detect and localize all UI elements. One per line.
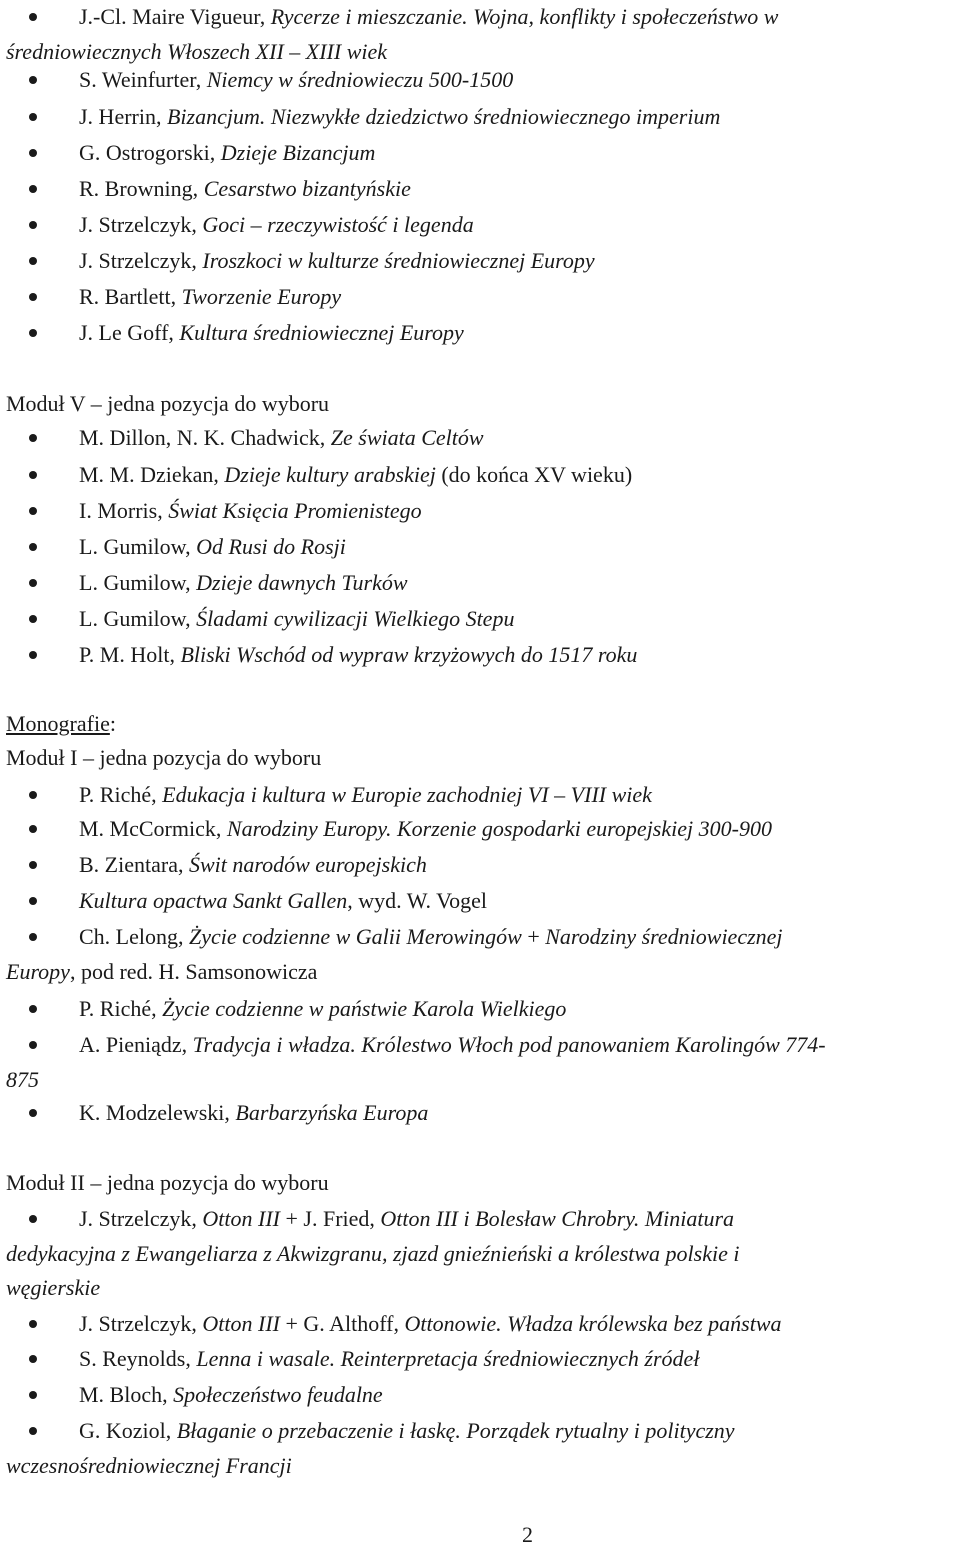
- entry-title: węgierskie: [6, 1275, 101, 1300]
- entry-line: [6, 458, 954, 493]
- bibliography-entry: [6, 316, 954, 351]
- entry-author: L. Gumilow,: [79, 570, 197, 595]
- entry-author: M. McCormick,: [79, 816, 227, 841]
- bibliography-entry: [6, 602, 954, 637]
- bibliography-entry: [6, 1414, 954, 1483]
- entry-title: Społeczeństwo feudalne: [173, 1382, 383, 1407]
- entry-line: [6, 848, 954, 883]
- bibliography-entry: [6, 1028, 954, 1097]
- entry-line: [6, 530, 954, 565]
- bibliography-entry: [6, 494, 954, 529]
- entry-line: [6, 638, 954, 673]
- entry-author: (do końca XV wieku): [435, 462, 633, 487]
- entry-author: G. Ostrogorski,: [79, 140, 221, 165]
- entry-line: [6, 884, 954, 919]
- entry-title: Życie codzienne w państwie Karola Wielkiego: [162, 996, 567, 1021]
- entry-title: Ze świata Celtów: [330, 425, 484, 450]
- entry-title: dedykacyjna z Ewangeliarza z Akwizgranu, zjazd gnieźnieński a królestwa polskie i: [6, 1240, 740, 1266]
- entry-author: P. Riché,: [79, 782, 163, 807]
- bibliography-entry: [6, 566, 954, 601]
- entry-title: Świat Księcia Promienistego: [168, 498, 422, 523]
- entry-line: [6, 1028, 954, 1063]
- entry-author: R. Bartlett,: [79, 284, 182, 309]
- entry-title: Kultura średniowiecznej Europy: [179, 320, 464, 345]
- entry-line: [6, 244, 954, 279]
- entry-continuation-line: [6, 1237, 954, 1272]
- entry-line: [6, 566, 954, 601]
- entry-author: J. Strzelczyk,: [79, 1206, 203, 1231]
- entry-author: , pod red. H. Samsonowicza: [69, 958, 318, 984]
- entry-continuation-line: [6, 1271, 954, 1306]
- entry-line: [6, 63, 954, 98]
- entry-author: K. Modzelewski,: [79, 1100, 236, 1125]
- entry-author: , wyd. W. Vogel: [347, 888, 488, 913]
- entry-author: M. Dillon, N. K. Chadwick,: [79, 425, 331, 450]
- entry-author: +: [521, 924, 546, 949]
- entry-author: I. Morris,: [79, 498, 169, 523]
- monografie-label: Monografie: [6, 711, 110, 736]
- entry-line: [6, 920, 954, 955]
- entry-title: Europy: [6, 958, 70, 984]
- entry-line: [6, 316, 954, 351]
- bibliography-entry: [6, 172, 954, 207]
- bibliography-entry: [6, 920, 954, 989]
- entry-line: [6, 992, 954, 1027]
- entry-title: Lenna i wasale. Reinterpretacja średniowiecznych źródeł: [196, 1346, 700, 1371]
- entry-line: [6, 208, 954, 243]
- entry-author: + J. Fried,: [280, 1206, 381, 1231]
- entry-line: [6, 602, 954, 637]
- entry-line: [6, 136, 954, 171]
- bibliography-entry: [6, 208, 954, 243]
- entry-line: [6, 1378, 954, 1413]
- bibliography-entry: [6, 638, 954, 673]
- bibliography-entry: [6, 778, 954, 813]
- entry-author: M. Bloch,: [79, 1382, 174, 1407]
- page-number: 2: [522, 1522, 533, 1547]
- bibliography-entry: [6, 280, 954, 315]
- bibliography-entry: [6, 100, 954, 135]
- entry-author: J. Le Goff,: [79, 320, 180, 345]
- bibliography-entry: [6, 1307, 954, 1342]
- entry-line: [6, 0, 954, 35]
- entry-title: Edukacja i kultura w Europie zachodniej VI – VIII wiek: [162, 782, 652, 807]
- entry-continuation-line: [6, 1449, 954, 1484]
- entry-title: Dzieje dawnych Turków: [196, 570, 408, 595]
- entry-title: Tworzenie Europy: [181, 284, 342, 309]
- entry-title: Śladami cywilizacji Wielkiego Stepu: [196, 606, 515, 631]
- bibliography-entry: [6, 63, 954, 98]
- bibliography-entry: [6, 421, 954, 456]
- entry-title: Rycerze i mieszczanie. Wojna, konflikty i społeczeństwo w: [270, 4, 779, 29]
- bibliography-entry: [6, 136, 954, 171]
- entry-line: [6, 1096, 954, 1131]
- entry-line: [6, 1414, 954, 1449]
- entry-title: Tradycja i władza. Królestwo Włoch pod panowaniem Karolingów 774-: [192, 1032, 826, 1057]
- entry-line: [6, 100, 954, 135]
- entry-continuation-line: [6, 1063, 954, 1098]
- bibliography-entry: [6, 992, 954, 1027]
- entry-line: [6, 280, 954, 315]
- entry-title: Goci – rzeczywistość i legenda: [202, 212, 474, 237]
- entry-title: Dzieje kultury arabskiej: [224, 462, 436, 487]
- entry-line: [6, 778, 954, 813]
- bibliography-entry: [6, 1202, 954, 1306]
- entry-author: R. Browning,: [79, 176, 204, 201]
- entry-line: [6, 172, 954, 207]
- entry-title: Narodziny Europy. Korzenie gospodarki europejskiej 300-900: [226, 816, 772, 841]
- bibliography-entry: [6, 1378, 954, 1413]
- bibliography-entry: [6, 0, 954, 69]
- entry-author: P. M. Holt,: [79, 642, 181, 667]
- entry-author: B. Zientara,: [79, 852, 189, 877]
- bibliography-entry: [6, 812, 954, 847]
- entry-title: Niemcy w średniowieczu 500-1500: [206, 67, 514, 92]
- entry-author: M. M. Dziekan,: [79, 462, 225, 487]
- entry-title: średniowiecznych Włoszech XII – XIII wiek: [6, 38, 388, 64]
- entry-line: [6, 421, 954, 456]
- modul-ii-heading: Moduł II – jedna pozycja do wyboru: [6, 1170, 329, 1195]
- entry-title: Życie codzienne w Galii Merowingów: [189, 924, 522, 949]
- monografie-colon: :: [109, 711, 116, 736]
- entry-author: L. Gumilow,: [79, 534, 197, 559]
- entry-title: Otton III i Bolesław Chrobry. Miniatura: [380, 1206, 735, 1231]
- entry-title: Otton III: [202, 1311, 280, 1336]
- entry-title: Narodziny średniowiecznej: [545, 924, 783, 949]
- entry-title: Barbarzyńska Europa: [235, 1100, 429, 1125]
- entry-title: Cesarstwo bizantyńskie: [203, 176, 411, 201]
- modul-v-heading: Moduł V – jedna pozycja do wyboru: [6, 391, 330, 416]
- entry-title: Od Rusi do Rosji: [196, 534, 346, 559]
- entry-title: wczesnośredniowiecznej Francji: [6, 1452, 292, 1478]
- entry-title: Ottonowie. Władza królewska bez państwa: [404, 1311, 782, 1336]
- entry-line: [6, 494, 954, 529]
- entry-title: 875: [6, 1066, 39, 1092]
- entry-author: + G. Althoff,: [280, 1311, 405, 1336]
- entry-line: [6, 1307, 954, 1342]
- entry-author: J.-Cl. Maire Vigueur,: [79, 4, 271, 29]
- bibliography-entry: [6, 244, 954, 279]
- entry-author: J. Strzelczyk,: [79, 212, 203, 237]
- entry-author: J. Strzelczyk,: [79, 1311, 203, 1336]
- entry-author: A. Pieniądz,: [79, 1032, 193, 1057]
- entry-title: Dzieje Bizancjum: [220, 140, 376, 165]
- entry-title: Błaganie o przebaczenie i łaskę. Porządek rytualny i polityczny: [176, 1418, 735, 1443]
- entry-title: Bizancjum. Niezwykłe dziedzictwo średniowiecznego imperium: [166, 104, 721, 129]
- bibliography-entry: [6, 884, 954, 919]
- modul-i-heading: Moduł I – jedna pozycja do wyboru: [6, 745, 322, 770]
- entry-author: J. Herrin,: [79, 104, 167, 129]
- monografie-heading: [6, 707, 116, 741]
- entry-title: Iroszkoci w kulturze średniowiecznej Europy: [202, 248, 595, 273]
- entry-author: S. Reynolds,: [79, 1346, 197, 1371]
- entry-author: S. Weinfurter,: [79, 67, 207, 92]
- bibliography-entry: [6, 1096, 954, 1131]
- entry-continuation-line: [6, 955, 954, 990]
- entry-title: Bliski Wschód od wypraw krzyżowych do 1517 roku: [180, 642, 638, 667]
- entry-title: Kultura opactwa Sankt Gallen: [79, 888, 348, 913]
- entry-title: Otton III: [202, 1206, 280, 1231]
- bibliography-entry: [6, 848, 954, 883]
- entry-author: Ch. Lelong,: [79, 924, 189, 949]
- entry-line: [6, 812, 954, 847]
- bibliography-entry: [6, 1342, 954, 1377]
- entry-author: L. Gumilow,: [79, 606, 197, 631]
- entry-line: [6, 1342, 954, 1377]
- bibliography-entry: [6, 458, 954, 493]
- entry-line: [6, 1202, 954, 1237]
- entry-title: Świt narodów europejskich: [188, 852, 427, 877]
- entry-author: P. Riché,: [79, 996, 163, 1021]
- entry-author: J. Strzelczyk,: [79, 248, 203, 273]
- bibliography-entry: [6, 530, 954, 565]
- entry-author: G. Koziol,: [79, 1418, 177, 1443]
